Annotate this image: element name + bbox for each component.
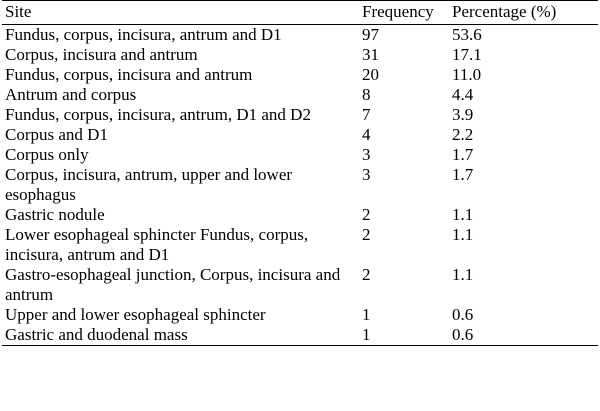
cell-frequency: 4 (362, 125, 371, 144)
table-row (2, 85, 598, 105)
table-row (2, 305, 598, 325)
cell-site: Fundus, corpus, incisura, antrum and D1 (5, 25, 282, 44)
cell-site: Upper and lower esophageal sphincter (5, 305, 266, 324)
cell-site: Corpus, incisura and antrum (5, 45, 198, 64)
cell-percentage: 1.7 (452, 145, 474, 164)
cell-site: Corpus only (5, 145, 89, 164)
table-row (2, 105, 598, 125)
header-frequency: Frequency (359, 1, 449, 25)
table-row (2, 145, 598, 165)
cell-percentage: 0.6 (452, 305, 474, 324)
cell-site: Gastric nodule (5, 205, 105, 224)
cell-percentage: 0.6 (449, 325, 598, 346)
cell-site: Fundus, corpus, incisura and antrum (5, 65, 253, 84)
table-row (2, 325, 598, 346)
header-site: Site (2, 1, 359, 25)
cell-frequency: 2 (362, 265, 371, 284)
cell-percentage: 17.1 (452, 45, 482, 64)
cell-percentage: 4.4 (452, 85, 474, 104)
table-header (2, 1, 598, 25)
site-frequency-table (2, 0, 598, 346)
cell-frequency: 7 (362, 105, 371, 124)
cell-frequency: 1 (362, 305, 371, 324)
cell-frequency: 97 (362, 25, 379, 44)
table-row (2, 45, 598, 65)
table-row (2, 165, 598, 205)
cell-frequency: 31 (362, 45, 379, 64)
cell-frequency: 3 (362, 145, 371, 164)
table-row (2, 125, 598, 145)
cell-frequency: 1 (359, 325, 449, 346)
cell-site: Lower esophageal sphincter Fundus, corpus, incisura, antrum and D1 (5, 225, 309, 264)
cell-percentage: 1.1 (452, 205, 474, 224)
cell-percentage: 2.2 (452, 125, 474, 144)
cell-site: Gastro-esophageal junction, Corpus, incisura and antrum (5, 265, 341, 304)
cell-frequency: 8 (362, 85, 371, 104)
table-row (2, 225, 598, 265)
cell-percentage: 1.7 (452, 165, 474, 184)
cell-frequency: 2 (362, 205, 371, 224)
cell-site: Antrum and corpus (5, 85, 137, 104)
cell-site: Gastric and duodenal mass (2, 325, 359, 346)
cell-frequency: 20 (362, 65, 379, 84)
table-row (2, 265, 598, 305)
cell-site: Corpus and D1 (5, 125, 108, 144)
cell-percentage: 11.0 (452, 65, 482, 84)
table-row (2, 65, 598, 85)
cell-percentage: 1.1 (452, 265, 474, 284)
cell-frequency: 2 (362, 225, 371, 244)
cell-site: Corpus, incisura, antrum, upper and lower esophagus (5, 165, 293, 204)
cell-percentage: 1.1 (452, 225, 474, 244)
cell-percentage: 53.6 (452, 25, 482, 44)
header-row (2, 1, 598, 25)
cell-percentage: 3.9 (452, 105, 474, 124)
cell-site: Fundus, corpus, incisura, antrum, D1 and D2 (5, 105, 311, 124)
table-body (2, 25, 598, 346)
header-percentage: Percentage (%) (449, 1, 598, 25)
table-row (2, 25, 598, 46)
cell-frequency: 3 (362, 165, 371, 184)
table-row (2, 205, 598, 225)
